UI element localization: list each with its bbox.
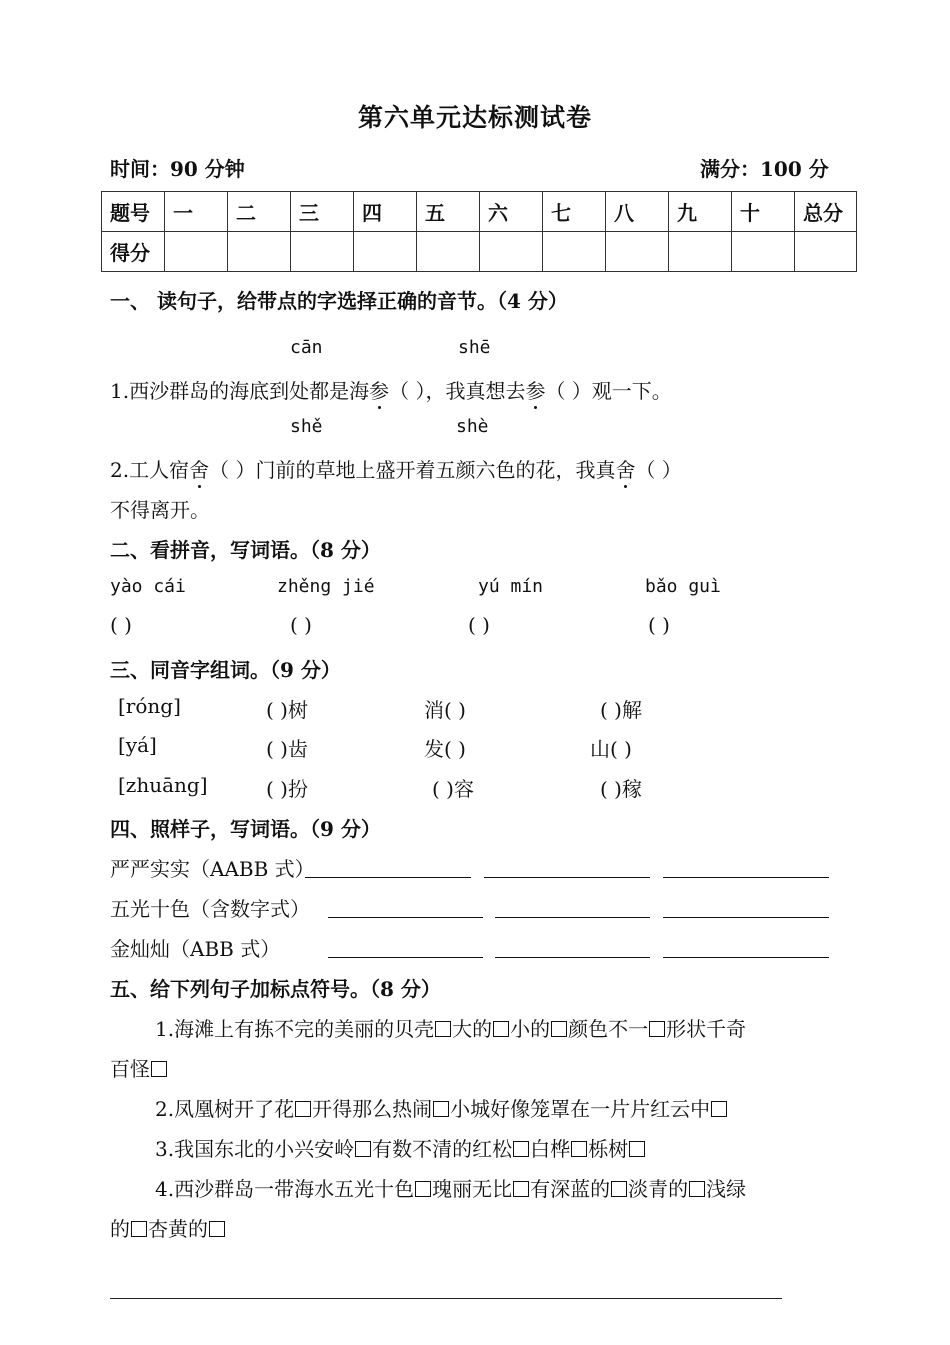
- answer-paren[interactable]: ( ): [648, 613, 670, 637]
- answer-line[interactable]: [328, 935, 483, 958]
- punctuation-box[interactable]: [611, 1181, 627, 1197]
- score-cell[interactable]: [669, 232, 732, 272]
- table-cell: 八: [606, 192, 669, 232]
- punctuation-box[interactable]: [415, 1181, 431, 1197]
- punctuation-sentence-1-cont: 百怪: [110, 1053, 168, 1082]
- table-cell: 总分: [795, 192, 857, 232]
- table-cell: 得分: [102, 232, 165, 272]
- question-1-2: 2.工人宿舍（ ）门前的草地上盛开着五颜六色的花，我真舍（ ）: [110, 454, 682, 483]
- dotted-char: 舍: [189, 454, 209, 483]
- footer-rule: [110, 1298, 782, 1299]
- section-1-heading: 一、 读句子，给带点的字选择正确的音节。（4 分）: [110, 289, 568, 313]
- punctuation-box[interactable]: [689, 1181, 705, 1197]
- question-1-2-cont: 不得离开。: [110, 498, 210, 522]
- question-1-1: 1.西沙群岛的海底到处都是海参（ ），我真想去参（ ）观一下。: [110, 375, 672, 404]
- table-cell: 四: [354, 192, 417, 232]
- table-cell: 三: [291, 192, 354, 232]
- section-5-heading: 五、给下列句子加标点符号。（8 分）: [110, 977, 441, 1001]
- section-4-heading: 四、照样子，写词语。（9 分）: [110, 817, 381, 841]
- answer-paren[interactable]: ( ): [468, 613, 490, 637]
- table-cell: 一: [165, 192, 228, 232]
- homophone-blank[interactable]: ( )容: [432, 777, 474, 801]
- answer-line[interactable]: [305, 855, 471, 878]
- homophone-blank[interactable]: ( )稼: [600, 777, 642, 801]
- pinyin-word: yú mín: [478, 576, 544, 597]
- punctuation-sentence-3: 3.我国东北的小兴安岭 有数不清的红松 白桦 栎树: [155, 1133, 646, 1162]
- score-cell[interactable]: [480, 232, 543, 272]
- punctuation-box[interactable]: [513, 1141, 529, 1157]
- pattern-example: 严严实实（AABB 式）: [110, 857, 315, 881]
- punctuation-box[interactable]: [151, 1061, 167, 1077]
- answer-line[interactable]: [495, 895, 650, 918]
- section-2-heading: 二、看拼音，写词语。（8 分）: [110, 538, 381, 562]
- table-cell: 九: [669, 192, 732, 232]
- pinyin-hint: shě: [290, 416, 323, 437]
- homophone-blank[interactable]: ( )扮: [266, 777, 308, 801]
- score-cell[interactable]: [417, 232, 480, 272]
- homophone-blank[interactable]: 发( ): [424, 737, 466, 761]
- homophone-pinyin: [zhuāng]: [118, 773, 208, 797]
- section-3-heading: 三、同音字组词。（9 分）: [110, 658, 341, 682]
- table-cell: 六: [480, 192, 543, 232]
- score-table: [101, 191, 857, 272]
- punctuation-box[interactable]: [433, 1101, 449, 1117]
- table-cell: 七: [543, 192, 606, 232]
- answer-line[interactable]: [328, 895, 483, 918]
- pinyin-hint: shè: [456, 416, 489, 437]
- score-cell[interactable]: [606, 232, 669, 272]
- pinyin-hint: cān: [290, 337, 323, 358]
- score-cell[interactable]: [732, 232, 795, 272]
- punctuation-box[interactable]: [629, 1141, 645, 1157]
- punctuation-box[interactable]: [513, 1181, 529, 1197]
- pinyin-word: zhěng jié: [277, 576, 375, 597]
- punctuation-box[interactable]: [435, 1021, 451, 1037]
- homophone-pinyin: [yá]: [118, 733, 157, 757]
- punctuation-box[interactable]: [355, 1141, 371, 1157]
- punctuation-sentence-4: 4.西沙群岛一带海水五光十色 瑰丽无比 有深蓝的 淡青的 浅绿: [155, 1177, 747, 1201]
- score-label: 满分：100 分: [700, 157, 829, 181]
- pattern-example: 五光十色（含数字式）: [110, 897, 310, 921]
- time-label: 时间：90 分钟: [110, 157, 245, 181]
- punctuation-sentence-1: 1.海滩上有拣不完的美丽的贝壳 大的 小的 颜色不一 形状千奇: [155, 1017, 747, 1041]
- score-cell[interactable]: [795, 232, 857, 272]
- score-table-header-row: [102, 192, 857, 232]
- pinyin-word: yào cái: [110, 576, 186, 597]
- answer-paren[interactable]: ( ): [290, 613, 312, 637]
- dotted-char: 参: [525, 375, 545, 404]
- punctuation-box[interactable]: [649, 1021, 665, 1037]
- answer-paren[interactable]: ( ): [110, 613, 132, 637]
- punctuation-box[interactable]: [551, 1021, 567, 1037]
- homophone-blank[interactable]: ( )树: [266, 698, 308, 722]
- punctuation-box[interactable]: [295, 1101, 311, 1117]
- punctuation-box[interactable]: [131, 1221, 147, 1237]
- punctuation-box[interactable]: [571, 1141, 587, 1157]
- punctuation-box[interactable]: [493, 1021, 509, 1037]
- table-cell: 五: [417, 192, 480, 232]
- answer-line[interactable]: [663, 935, 829, 958]
- page-title: 第六单元达标测试卷: [357, 103, 592, 132]
- answer-line[interactable]: [663, 895, 829, 918]
- table-cell: 题号: [102, 192, 165, 232]
- answer-line[interactable]: [495, 935, 650, 958]
- homophone-blank[interactable]: 山( ): [590, 737, 632, 761]
- score-cell[interactable]: [354, 232, 417, 272]
- homophone-blank[interactable]: ( )齿: [266, 737, 308, 761]
- pattern-example: 金灿灿（ABB 式）: [110, 937, 281, 961]
- answer-line[interactable]: [484, 855, 650, 878]
- score-cell[interactable]: [165, 232, 228, 272]
- score-cell[interactable]: [228, 232, 291, 272]
- table-cell: 二: [228, 192, 291, 232]
- dotted-char: 参: [369, 375, 389, 404]
- score-cell[interactable]: [291, 232, 354, 272]
- score-table-score-row: [102, 232, 857, 272]
- answer-line[interactable]: [663, 855, 829, 878]
- punctuation-box[interactable]: [711, 1101, 727, 1117]
- dotted-char: 舍: [615, 454, 635, 483]
- homophone-blank[interactable]: ( )解: [600, 698, 642, 722]
- punctuation-sentence-2: 2.凤凰树开了花 开得那么热闹 小城好像笼罩在一片片红云中: [155, 1093, 728, 1122]
- punctuation-sentence-4-cont: 的 杏黄的: [110, 1213, 226, 1242]
- pinyin-word: bǎo guì: [645, 576, 721, 597]
- homophone-blank[interactable]: 消( ): [424, 698, 466, 722]
- punctuation-box[interactable]: [209, 1221, 225, 1237]
- pinyin-hint: shē: [458, 337, 491, 358]
- homophone-pinyin: [róng]: [118, 694, 181, 718]
- score-cell[interactable]: [543, 232, 606, 272]
- table-cell: 十: [732, 192, 795, 232]
